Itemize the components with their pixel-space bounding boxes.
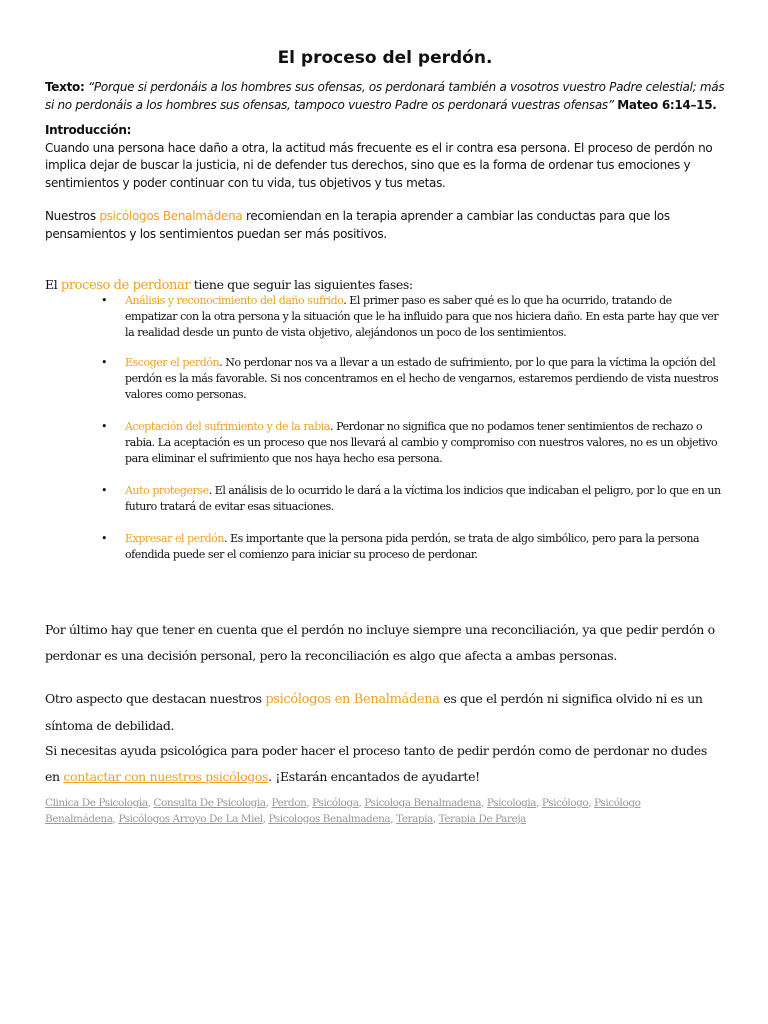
introduction xyxy=(45,122,725,192)
p2-suffix: es que el perdón ni significa olvido ni es un síntoma de debilidad. xyxy=(45,691,703,733)
tag-link[interactable]: Terapia xyxy=(396,813,433,825)
scripture-reference: Mateo 6:14–15. xyxy=(617,97,717,112)
therapy-paragraph xyxy=(45,208,725,243)
tag-link[interactable]: Psicólogo Benalmádena xyxy=(45,797,641,825)
contact-psicologos-link[interactable]: contactar con nuestros psicólogos xyxy=(63,769,269,784)
phase-title: Expresar el perdón xyxy=(125,532,224,545)
phases-suffix: tiene que seguir las siguientes fases: xyxy=(190,277,413,292)
tag-link[interactable]: Perdon xyxy=(271,797,307,809)
tag-list: Clinica De Psicologia, Consulta De Psicologia, Perdon, Psicóloga, Psicologa Benalmadena, Psicologia, Psicólogo, Psicólogo Benalmádena, Psicólogos Arroyo De La Miel, Psicologos Benalmadena, Terapia, Terapia De Pareja xyxy=(45,797,641,825)
phase-title: Escoger el perdón xyxy=(125,356,220,369)
bullet-icon: • xyxy=(101,356,108,369)
tag-link[interactable]: Clinica De Psicologia xyxy=(45,797,148,809)
tag-link[interactable]: Psicologia xyxy=(486,797,537,809)
contact-paragraph xyxy=(45,738,725,790)
bullet-icon: • xyxy=(101,294,108,307)
p2-prefix: Otro aspecto que destacan nuestros xyxy=(45,691,266,706)
bullet-icon: • xyxy=(101,532,108,545)
olvido-paragraph xyxy=(45,686,725,739)
phase-text: . El primer paso es saber qué es lo que ha ocurrido, tratando de empatizar con la otra persona y la situación que le ha influido para que nos hiciera daño. En esta parte hay que ver la realidad desde un punto de vista objetivo, alejándonos un poco de los sentimientos. xyxy=(125,294,719,339)
list-item xyxy=(45,483,725,515)
phase-text: . Perdonar no significa que no podamos tener sentimientos de rechazo o rabia. La aceptación es un proceso que nos llevará al cambio y compromiso con nuestros valores, no es un objetivo para eliminar el sufrimiento que nos haya hecho esa persona. xyxy=(125,420,718,465)
phase-title: Auto protegerse xyxy=(125,484,209,497)
phases-list xyxy=(45,293,725,579)
list-item xyxy=(45,531,725,563)
scripture-text xyxy=(45,79,725,114)
list-item xyxy=(45,355,725,403)
texto-label: Texto: xyxy=(45,80,85,94)
tag-link[interactable]: Consulta De Psicologia xyxy=(153,797,266,809)
phase-text: . No perdonar nos va a llevar a un estado de sufrimiento, por lo que para la víctima la opción del perdón es la más favorable. Si nos concentramos en el hecho de vengarnos, estaremos perdiendo de vista nuestros valores como personas. xyxy=(125,356,719,401)
reconciliation-paragraph: Por último hay que tener en cuenta que el perdón no incluye siempre una reconciliación, ya que pedir perdón o perdonar es una decisión personal, pero la reconciliación es algo que afecta a ambas personas. xyxy=(45,622,715,663)
bullet-icon: • xyxy=(101,484,108,497)
list-item xyxy=(45,419,725,467)
phase-title: Aceptación del sufrimiento y de la rabia xyxy=(125,420,331,433)
phase-title: Análisis y reconocimiento del daño sufrido xyxy=(125,294,344,307)
p3-suffix: . ¡Estarán encantados de ayudarte! xyxy=(268,769,480,784)
nuestros-suffix: recomiendan en la terapia aprender a cambiar las conductas para que los pensamientos y los sentimientos puedan ser más positivos. xyxy=(45,209,670,241)
scripture-quote: “Porque si perdonáis a los hombres sus ofensas, os perdonará también a vosotros vuestro Padre celestial; más si no perdonáis a los hombres sus ofensas, tampoco vuestro Padre os perdonará vuestras ofensas” xyxy=(45,80,725,112)
p3-prefix: Si necesitas ayuda psicológica para poder hacer el proceso tanto de pedir perdón como de perdonar no dudes en xyxy=(45,743,707,784)
tag-link[interactable]: Psicologos Benalmadena xyxy=(268,813,391,825)
tag-link[interactable]: Psicólogo xyxy=(541,797,589,809)
tag-link[interactable]: Terapia De Pareja xyxy=(438,813,526,825)
tag-link[interactable]: Psicóloga xyxy=(312,797,359,809)
tag-link[interactable]: Psicólogos Arroyo De La Miel xyxy=(118,813,263,825)
psicologos-benalmadena-highlight: psicólogos Benalmádena xyxy=(99,209,243,223)
tag-link[interactable]: Psicologa Benalmadena xyxy=(364,797,482,809)
phase-text: . Es importante que la persona pida perdón, se trata de algo simbólico, pero para la persona ofendida puede ser el comienzo para iniciar su proceso de perdonar. xyxy=(125,532,700,561)
bullet-icon: • xyxy=(101,420,108,433)
intro-heading: Introducción: xyxy=(45,123,132,137)
proceso-perdonar-highlight: proceso de perdonar xyxy=(60,278,191,293)
psicologos-en-benalmadena-highlight: psicólogos en Benalmádena xyxy=(265,692,440,707)
list-item xyxy=(45,293,725,341)
nuestros-prefix: Nuestros xyxy=(45,209,100,223)
page-title: El proceso del perdón. xyxy=(277,48,493,68)
intro-body: Cuando una persona hace daño a otra, la actitud más frecuente es el ir contra esa persona. El proceso de perdón no implica dejar de buscar la justicia, ni de defender tus derechos, sino que es la forma de ordenar tus emociones y sentimientos y poder continuar con tu vida, tus objetivos y tus metas. xyxy=(45,140,713,190)
phases-prefix: El xyxy=(45,277,61,292)
phases-intro xyxy=(45,277,413,293)
phase-text: . El análisis de lo ocurrido le dará a la víctima los indicios que indicaban el peligro, por lo que en un futuro tratará de evitar esas situaciones. xyxy=(125,484,721,513)
